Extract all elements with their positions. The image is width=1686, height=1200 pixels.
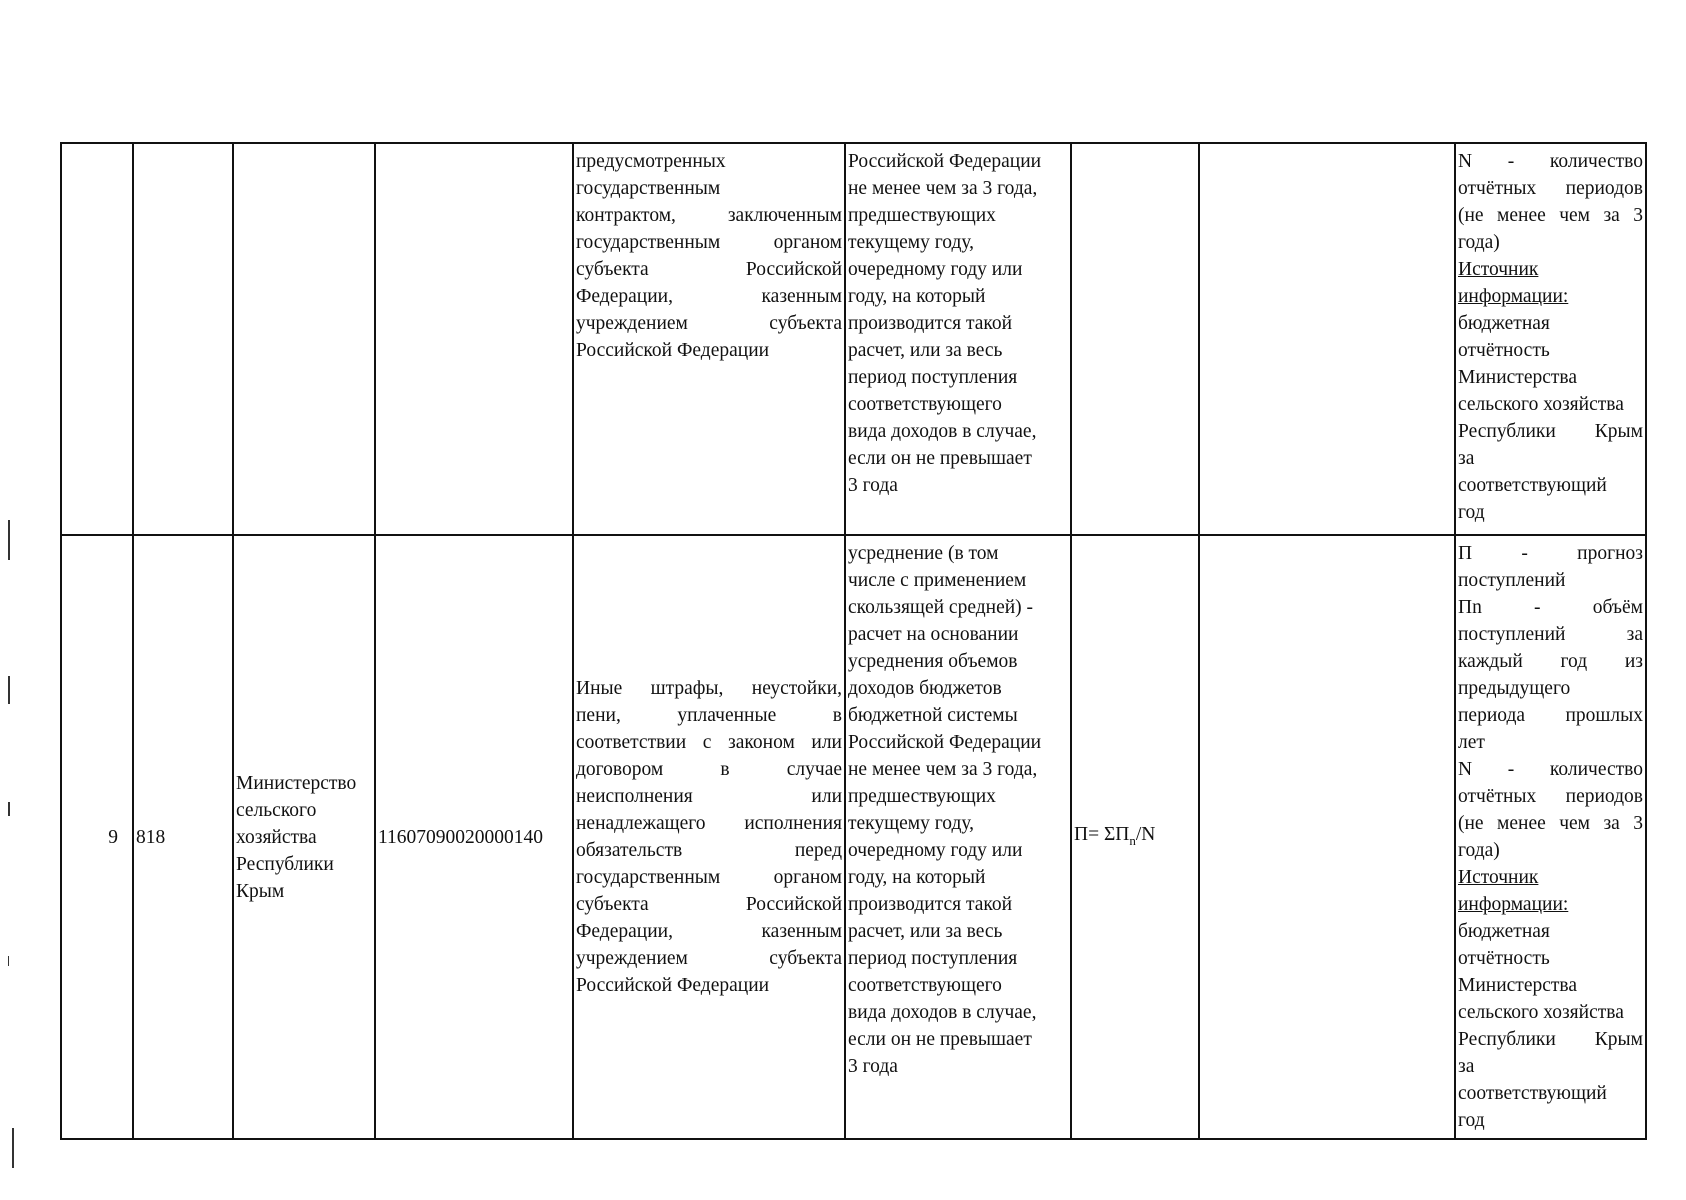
cell-admin-name: [233, 143, 375, 535]
cell-admin-code: 818: [133, 535, 233, 1139]
text-line: субъекта Российской: [576, 259, 842, 280]
text-line: текущему году,: [848, 232, 975, 253]
text-line: информации:: [1458, 286, 1569, 307]
text-line: Федерации, казенным: [576, 286, 842, 307]
margin-mark: [8, 956, 9, 966]
text-line: предусмотренных: [576, 151, 726, 172]
cell-income-name: [573, 143, 845, 535]
text-line: очередному году или: [848, 840, 1023, 861]
text-line: (не менее чем за 3: [1458, 205, 1643, 226]
cell-formula: [1071, 535, 1199, 1139]
text-line: бюджетная: [1458, 921, 1550, 942]
text-line: поступлений: [1458, 570, 1566, 591]
cell-method: [845, 535, 1071, 1139]
text-line: усреднения объемов: [848, 651, 1018, 672]
text-line: за: [1458, 1056, 1475, 1077]
text-line: бюджетной системы: [848, 705, 1018, 726]
text-line: учреждением субъекта: [576, 313, 842, 334]
text-line: скользящей средней) -: [848, 597, 1034, 618]
text-line: хозяйства: [236, 826, 317, 848]
text-line: субъекта Российской: [576, 894, 842, 915]
text-line: договором в случае: [576, 759, 842, 780]
text-line: отчётность: [1458, 340, 1550, 361]
text-line: Российской Федерации: [576, 340, 770, 361]
text-line: вида доходов в случае,: [848, 1002, 1037, 1023]
cell-kbk-code: 11607090020000140: [375, 535, 573, 1139]
text-line: за: [1458, 448, 1475, 469]
lines: [576, 148, 842, 364]
cell-income-name: [573, 535, 845, 1139]
revenue-forecast-table: [60, 142, 1647, 1140]
lines: [848, 148, 1068, 499]
text-line: Источник: [1458, 867, 1539, 888]
text-line: предшествующих: [848, 205, 996, 226]
text-line: не менее чем за 3 года,: [848, 759, 1038, 780]
text-line: усреднение (в том: [848, 543, 999, 564]
text-line: бюджетная: [1458, 313, 1550, 334]
text-line: Российской Федерации: [848, 732, 1042, 753]
text-line: году, на который: [848, 286, 986, 307]
text-line: если он не превышает: [848, 448, 1032, 469]
margin-mark: [8, 520, 10, 560]
cell-algorithm: [1199, 143, 1455, 535]
text-line: очередному году или: [848, 259, 1023, 280]
text-line: сельского: [236, 799, 317, 821]
table-row-9: [61, 535, 1646, 1139]
text-line: государственным органом: [576, 867, 842, 888]
text-line: год: [1458, 502, 1485, 523]
text-line: отчётность: [1458, 948, 1550, 969]
text-line: соответствии с законом или: [576, 732, 842, 753]
text-line: N - количество: [1458, 759, 1643, 780]
text-line: год: [1458, 1110, 1485, 1131]
text-line: период поступления: [848, 948, 1018, 969]
text-line: учреждением субъекта: [576, 948, 842, 969]
text-line: (не менее чем за 3: [1458, 813, 1643, 834]
text-line: сельского хозяйства: [1458, 1002, 1624, 1023]
text-line: соответствующий: [1458, 1083, 1607, 1104]
text-line: Российской Федерации: [576, 975, 770, 996]
text-line: расчет на основании: [848, 624, 1019, 645]
text-line: государственным органом: [576, 232, 842, 253]
lines: [1458, 148, 1643, 526]
text-line: соответствующий: [1458, 475, 1607, 496]
cell-description: [1455, 143, 1646, 535]
text-line: пени, уплаченные в: [576, 705, 842, 726]
cell-description: [1455, 535, 1646, 1139]
cell-number: [61, 143, 133, 535]
margin-mark: [12, 1128, 14, 1168]
text-line: Министерства: [1458, 975, 1578, 996]
text-line: если он не превышает: [848, 1029, 1032, 1050]
text-line: каждый год из: [1458, 651, 1643, 672]
lines: [1458, 540, 1643, 1134]
text-line: периода прошлых: [1458, 705, 1643, 726]
text-line: предшествующих: [848, 786, 996, 807]
text-line: года): [1458, 232, 1500, 253]
text-line: 3 года: [848, 1056, 898, 1077]
text-line: предыдущего: [1458, 678, 1571, 699]
text-line: производится такой: [848, 313, 1013, 334]
text-line: соответствующего: [848, 394, 1002, 415]
text-line: доходов бюджетов: [848, 678, 1002, 699]
margin-mark: [8, 802, 10, 816]
text-line: отчётных периодов: [1458, 178, 1643, 199]
text-line: неисполнения или: [576, 786, 842, 807]
text-line: контрактом, заключенным: [576, 205, 842, 226]
cell-formula: [1071, 143, 1199, 535]
text-line: числе с применением: [848, 570, 1027, 591]
text-line: производится такой: [848, 894, 1013, 915]
formula-subscript: n: [1129, 832, 1136, 848]
text-line: Пn - объём: [1458, 597, 1643, 618]
text-line: Российской Федерации: [848, 151, 1042, 172]
text-line: период поступления: [848, 367, 1018, 388]
text-line: текущему году,: [848, 813, 975, 834]
cell-admin-name: [233, 535, 375, 1139]
cell-number: 9: [61, 535, 133, 1139]
lines: [576, 675, 842, 999]
text-line: информации:: [1458, 894, 1569, 915]
formula-tail: /N: [1135, 823, 1156, 845]
text-line: ненадлежащего исполнения: [576, 813, 842, 834]
cell-algorithm: [1199, 535, 1455, 1139]
text-line: N - количество: [1458, 151, 1643, 172]
text-line: не менее чем за 3 года,: [848, 178, 1038, 199]
text-line: году, на который: [848, 867, 986, 888]
text-line: Крым: [236, 880, 285, 902]
text-line: расчет, или за весь: [848, 921, 1003, 942]
text-line: Министерство: [236, 772, 357, 794]
text-line: Министерства: [1458, 367, 1578, 388]
text-line: обязательств перед: [576, 840, 842, 861]
text-line: П - прогноз: [1458, 543, 1643, 564]
cell-admin-code: [133, 143, 233, 535]
text-line: Республики Крым: [1458, 1029, 1643, 1050]
text-line: года): [1458, 840, 1500, 861]
text-line: соответствующего: [848, 975, 1002, 996]
margin-mark: [8, 676, 10, 704]
text-line: отчётных периодов: [1458, 786, 1643, 807]
cell-kbk-code: [375, 143, 573, 535]
lines: [848, 540, 1068, 1080]
text-line: Республики Крым: [1458, 421, 1643, 442]
text-line: 3 года: [848, 475, 898, 496]
text-line: Источник: [1458, 259, 1539, 280]
cell-method: [845, 143, 1071, 535]
table-row-continued: [61, 143, 1646, 535]
text-line: сельского хозяйства: [1458, 394, 1624, 415]
text-line: поступлений за: [1458, 624, 1643, 645]
text-line: расчет, или за весь: [848, 340, 1003, 361]
lines: [236, 770, 372, 905]
text-line: вида доходов в случае,: [848, 421, 1037, 442]
text-line: Республики: [236, 853, 334, 875]
text-line: Федерации, казенным: [576, 921, 842, 942]
formula-main: П= ΣП: [1074, 823, 1130, 845]
text-line: Иные штрафы, неустойки,: [576, 678, 842, 699]
text-line: государственным: [576, 178, 721, 199]
text-line: лет: [1458, 732, 1485, 753]
